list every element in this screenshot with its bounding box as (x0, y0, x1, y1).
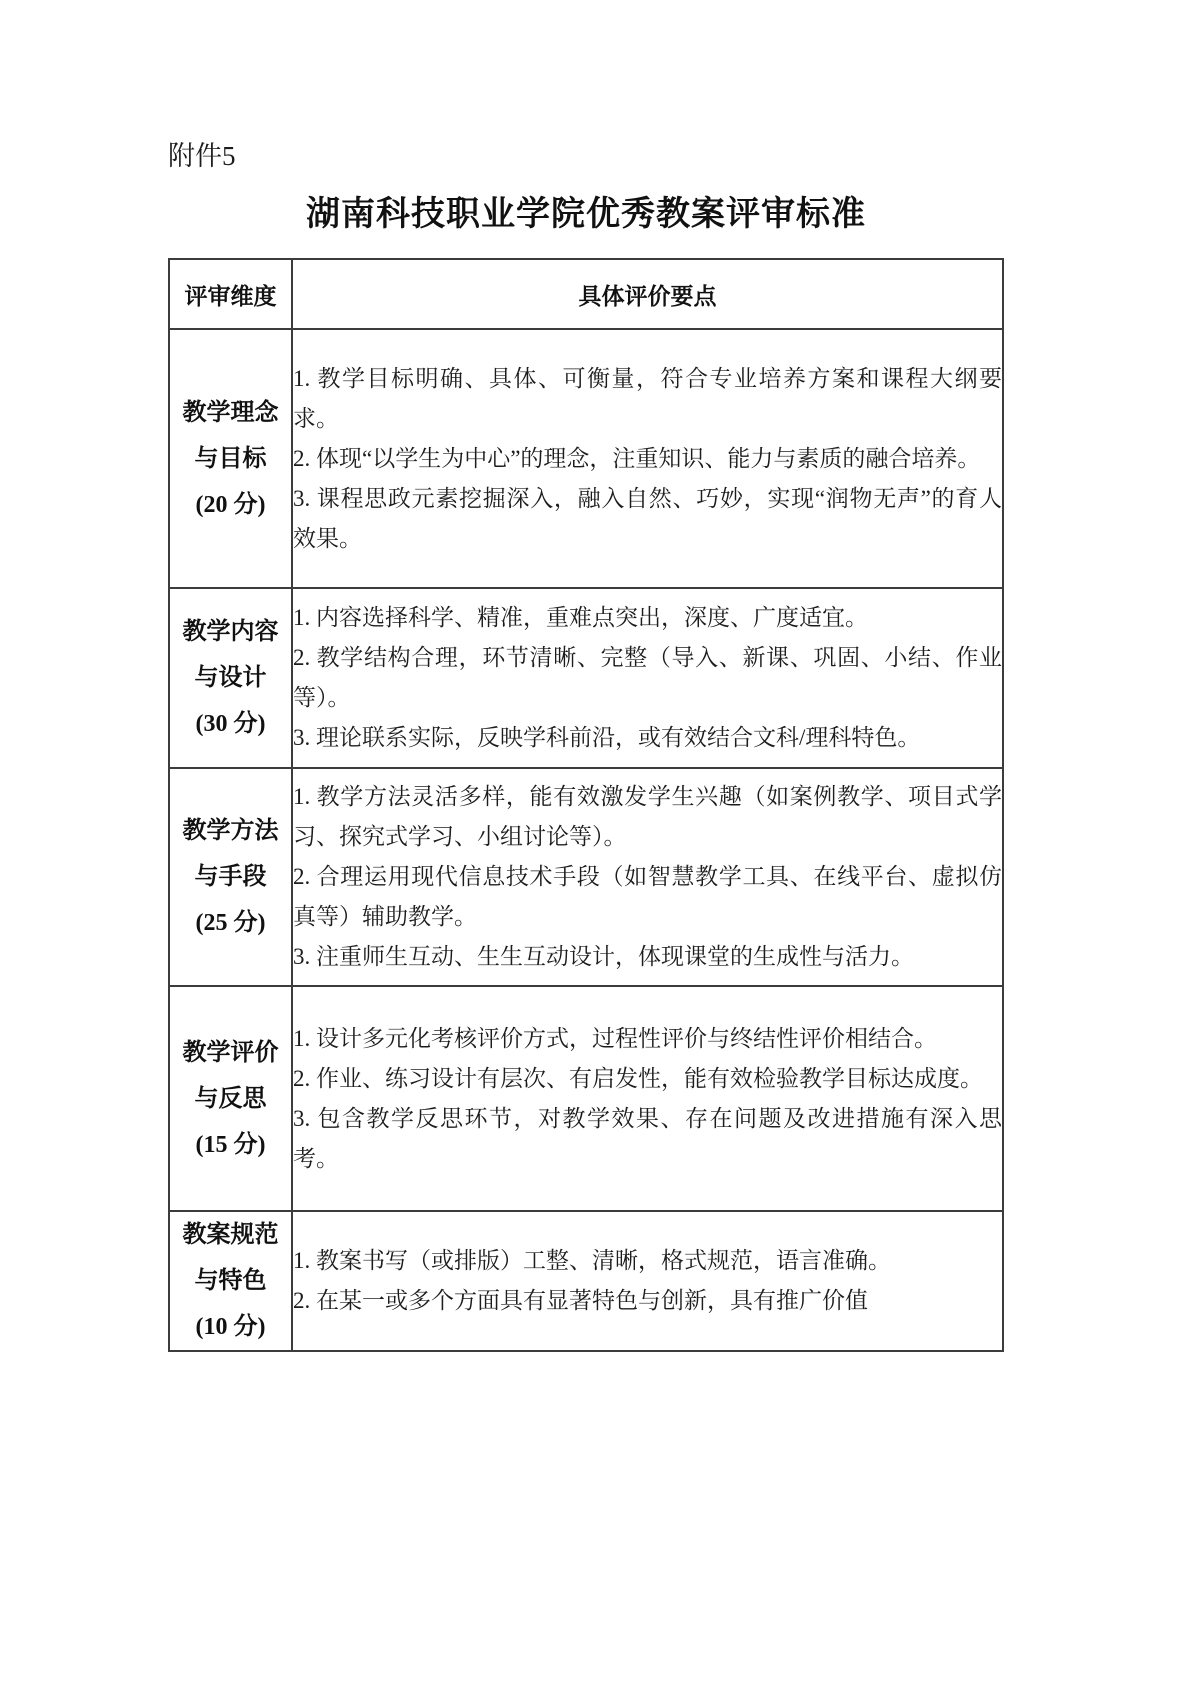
point-item: 3. 注重师生互动、生生互动设计，体现课堂的生成性与活力。 (293, 944, 914, 969)
points-cell (292, 986, 1003, 1211)
header-points: 具体评价要点 (292, 259, 1003, 329)
dimension-line: 与设计 (194, 665, 267, 691)
points-cell (292, 1211, 1003, 1351)
point-item: 2. 作业、练习设计有层次、有启发性，能有效检验教学目标达成度。 (293, 1065, 983, 1091)
dimension-cell (169, 986, 292, 1211)
point-item: 3. 包含教学反思环节，对教学效果、存在问题及改进措施有深入思考。 (293, 1105, 1002, 1171)
point-item: 1. 教学目标明确、具体、可衡量，符合专业培养方案和课程大纲要求。 (293, 365, 1002, 431)
table-row (169, 588, 1003, 768)
dimension-line: 教学内容 (182, 619, 279, 645)
points-cell (292, 768, 1003, 986)
point-item: 2. 体现“以学生为中心”的理念，注重知识、能力与素质的融合培养。 (293, 445, 981, 471)
dimension-score: (10 分) (195, 1314, 266, 1340)
dimension-score: (15 分) (195, 1131, 266, 1158)
page-title: 湖南科技职业学院优秀教案评审标准 (306, 196, 866, 233)
table-row (169, 1211, 1003, 1351)
point-item: 1. 设计多元化考核评价方式，过程性评价与终结性评价相结合。 (293, 1025, 937, 1051)
dimension-cell (169, 329, 292, 588)
point-item: 3. 理论联系实际，反映学科前沿，或有效结合文科/理科特色。 (293, 725, 921, 750)
point-item: 3. 课程思政元素挖掘深入，融入自然、巧妙，实现“润物无声”的育人效果。 (293, 485, 1002, 551)
dimension-line: 与特色 (194, 1268, 267, 1294)
point-item: 1. 教学方法灵活多样，能有效激发学生兴趣（如案例教学、项目式学习、探究式学习、小组讨论等）。 (293, 784, 1002, 849)
dimension-line: 与反思 (194, 1085, 267, 1112)
point-item: 1. 内容选择科学、精准，重难点突出，深度、广度适宜。 (293, 605, 868, 630)
dimension-score: (30 分) (195, 711, 266, 737)
dimension-line: 教案规范 (182, 1222, 279, 1248)
point-item: 2. 在某一或多个方面具有显著特色与创新，具有推广价值 (293, 1288, 868, 1313)
point-item: 2. 合理运用现代信息技术手段（如智慧教学工具、在线平台、虚拟仿真等）辅助教学。 (293, 864, 1002, 929)
dimension-score: (20 分) (195, 491, 266, 518)
attachment-label: 附件5 (168, 141, 236, 171)
points-cell (292, 588, 1003, 768)
dimension-line: 与目标 (194, 445, 267, 472)
criteria-table (168, 258, 1004, 1352)
dimension-score: (25 分) (195, 910, 266, 936)
dimension-cell (169, 588, 292, 768)
point-item: 2. 教学结构合理，环节清晰、完整（导入、新课、巩固、小结、作业等）。 (293, 645, 1002, 710)
header-dimension: 评审维度 (169, 259, 292, 329)
dimension-line: 教学评价 (182, 1039, 279, 1066)
dimension-cell (169, 1211, 292, 1351)
point-item: 1. 教案书写（或排版）工整、清晰，格式规范，语言准确。 (293, 1248, 891, 1273)
dimension-line: 与手段 (194, 864, 267, 890)
points-cell (292, 329, 1003, 588)
dimension-line: 教学理念 (182, 399, 279, 426)
header-row (169, 259, 1003, 329)
table-row (169, 329, 1003, 588)
table-row (169, 986, 1003, 1211)
table-row (169, 768, 1003, 986)
dimension-line: 教学方法 (182, 818, 279, 844)
dimension-cell (169, 768, 292, 986)
